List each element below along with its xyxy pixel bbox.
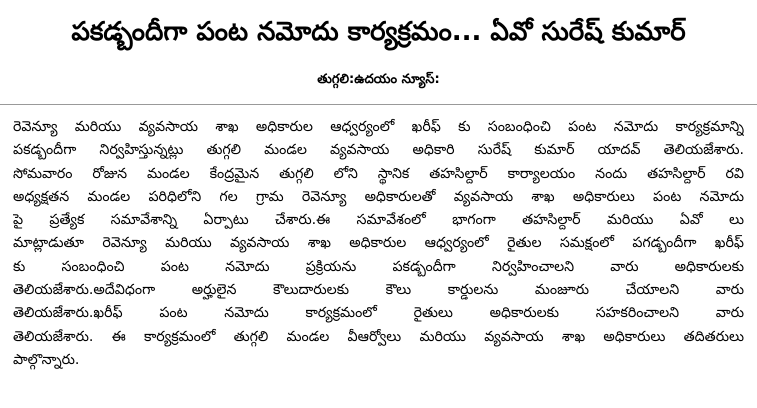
body-line: పాల్గొన్నారు.: [13, 351, 80, 368]
body-line: తెలియజేశారు. ఈ కార్యక్రమంలో తుగ్గలి మండల వీఆర్వోలు మరియు వ్యవసాయ శాఖ అధికారులు తదితరులు: [13, 328, 744, 345]
body-line: సోమవారం రోజున మండల కేంద్రమైన తుగ్గలి లోని స్థానిక తహసిల్దార్ కార్యాలయం నందు తహసిల్దార్ రవి: [13, 165, 744, 182]
body-line: తెలియజేశారు.ఖరీఫ్ పంట నమోదు కార్యక్రమంలో రైతులు అధికారులకు సహకరించాలని వారు: [13, 305, 744, 322]
body-line: కు సంబంధించి పంట నమోదు ప్రక్రియను పకడ్బందీగా నిర్వహించాలని వారు అధికారులకు: [13, 258, 744, 275]
article-body: [13, 116, 744, 372]
article-byline: తుగ్గలి:ఉదయం న్యూస్:: [317, 72, 440, 87]
body-line: పై ప్రత్యేక సమావేశాన్ని ఏర్పాటు చేశారు.ఈ సమావేశంలో భాగంగా తహసిల్దార్ మరియు ఏవో లు: [13, 212, 744, 229]
article-headline: పకడ్బందీగా పంట నమోదు కార్యక్రమం... ఏవో సురేష్ కుమార్: [71, 17, 686, 47]
separator-rule: [0, 104, 757, 105]
body-line: పకడ్బందీగా నిర్వహిస్తున్నట్లు తుగ్గలి మండల వ్యవసాయ అధికారి సురేష్ కుమార్ యాదవ్ తెలియజేశారు.: [13, 142, 744, 159]
body-line: అధ్యక్షతన మండల పరిధిలోని గల గ్రామ రెవెన్యూ అధికారులతో వ్యవసాయ శాఖ అధికారులు పంట నమోదు: [13, 188, 744, 205]
body-line: మాట్లాడుతూ రెవెన్యూ మరియు వ్యవసాయ శాఖ అధికారుల ఆధ్వర్యంలో రైతుల సమక్షంలో పగడ్బందీగా ఖరీఫ్: [13, 235, 744, 252]
body-line: తెలియజేశారు.అదేవిధంగా అర్హులైన కౌలుదారులకు కౌలు కార్డులను మంజూరు చేయాలని వారు: [13, 282, 744, 299]
body-line: రెవెన్యూ మరియు వ్యవసాయ శాఖ అధికారుల ఆధ్వర్యంలో ఖరీఫ్ కు సంబంధించి పంట నమోదు కార్యక్రమాన్ని: [13, 119, 744, 135]
